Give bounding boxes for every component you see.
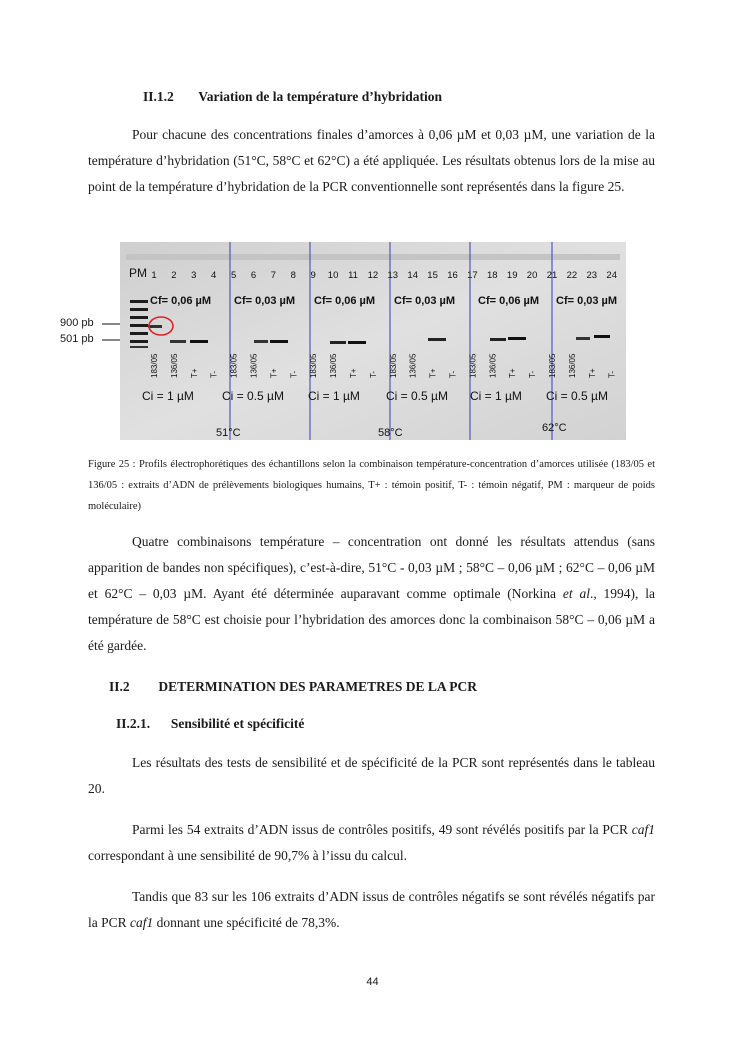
paragraph-2-italic: et al bbox=[562, 586, 590, 601]
temperature-label: 51°C bbox=[216, 427, 241, 439]
temperature-label: 62°C bbox=[542, 422, 567, 434]
lane-number: 3 bbox=[191, 270, 197, 281]
temperature-label: 58°C bbox=[378, 427, 403, 439]
sample-label: T- bbox=[448, 370, 458, 378]
lane-number: 9 bbox=[310, 270, 316, 281]
lane-number: 17 bbox=[467, 270, 478, 281]
initial-conc-label: Ci = 0.5 µM bbox=[386, 389, 448, 403]
band-lane-19 bbox=[508, 337, 526, 340]
paragraph-2-text: Quatre combinaisons température – concentration ont donné les résultats attendus (sans apparition de bandes non spécifiques), c’est-à-dire, 51°C - 0,03 µM ; 58°C – 0,06 µM ; 62°C – 0,06 µM et 62°C – 0,03 µM. Ayant été déterminée auparavant comme optimale (Norkina bbox=[88, 534, 655, 601]
lane-number: 18 bbox=[487, 270, 498, 281]
paragraph-1-text: Pour chacune des concentrations finales d’amorces à 0,06 µM et 0,03 µM, une variation de la température d’hybridation (51°C, 58°C et 62°C) a été appliquée. Les résultats obtenus lors de la mise au point de la température d’hybridation de la PCR conventionnelle sont représentés dans la figure 25. bbox=[88, 127, 655, 194]
sample-label: T- bbox=[209, 370, 219, 378]
lane-number: 23 bbox=[586, 270, 598, 281]
sample-label: T- bbox=[289, 370, 299, 378]
sample-label: 183/05 bbox=[548, 353, 557, 378]
initial-conc-label: Ci = 1 µM bbox=[470, 389, 522, 403]
lane-number: 6 bbox=[250, 270, 257, 281]
sample-label: 136/05 bbox=[329, 353, 339, 378]
sample-label: T- bbox=[607, 370, 617, 378]
lane-number: 8 bbox=[290, 270, 296, 281]
sample-label: 183/05 bbox=[229, 353, 239, 378]
paragraph-4 bbox=[88, 817, 655, 869]
lane-number: 14 bbox=[407, 270, 418, 281]
paragraph-2-text-end: ., 1994), la température de 58°C est choisie pour l’hybridation des amorces donc la combinaison 58°C – 0,06 µM a été gardée. bbox=[88, 586, 655, 653]
lane-number: 11 bbox=[348, 270, 358, 281]
sample-label: 136/05 bbox=[249, 353, 259, 378]
lane-number: 15 bbox=[427, 270, 438, 281]
final-conc-label: Cf= 0,03 µM bbox=[556, 295, 618, 307]
band-lane-11 bbox=[348, 341, 366, 344]
marker-label-501: 501 pb bbox=[60, 333, 94, 345]
gel-wells bbox=[126, 254, 620, 260]
lane-number: 24 bbox=[606, 270, 617, 281]
lane-number: 13 bbox=[387, 270, 399, 281]
initial-conc-label: Ci = 0.5 µM bbox=[546, 389, 608, 403]
final-conc-label: Cf= 0,06 µM bbox=[150, 295, 212, 307]
sample-label: T+ bbox=[508, 368, 518, 378]
sample-label: 136/05 bbox=[169, 353, 179, 378]
paragraph-4-text: Parmi les 54 extraits d’ADN issus de contrôles positifs, 49 sont révélés positifs par la PCR bbox=[132, 822, 632, 837]
band-lane-10 bbox=[330, 341, 346, 344]
sample-label: 183/05 bbox=[388, 353, 398, 378]
paragraph-5-italic: caf1 bbox=[130, 915, 154, 930]
section-title: Variation de la température d’hybridation bbox=[198, 89, 443, 104]
band-lane-6 bbox=[254, 340, 268, 343]
paragraph-5-text-end: donnant une spécificité de 78,3%. bbox=[153, 915, 340, 930]
paragraph-2 bbox=[88, 529, 655, 659]
lane-number: 1 bbox=[151, 270, 157, 281]
sample-label: T+ bbox=[349, 368, 358, 378]
sample-label: T+ bbox=[269, 368, 279, 378]
final-conc-label: Cf= 0,06 µM bbox=[314, 295, 376, 307]
sample-label: 136/05 bbox=[488, 353, 498, 378]
lane-number: 19 bbox=[506, 270, 518, 281]
paragraph-5-text: Tandis que 83 sur les 106 extraits d’ADN issus de contrôles négatifs se sont révélés négatifs par la PCR bbox=[88, 889, 655, 930]
sample-label: 183/05 bbox=[468, 353, 478, 378]
initial-conc-label: Ci = 0.5 µM bbox=[222, 389, 284, 403]
lane-number: 5 bbox=[230, 270, 237, 281]
section-heading-1 bbox=[143, 89, 442, 105]
band-lane-3 bbox=[190, 340, 208, 343]
final-conc-label: Cf= 0,03 µM bbox=[234, 295, 296, 307]
band-lane-15 bbox=[428, 338, 446, 341]
section-number: II.2 bbox=[109, 679, 130, 694]
paragraph-1 bbox=[88, 122, 655, 200]
sample-label: 183/05 bbox=[309, 353, 319, 378]
marker-label-900: 900 pb bbox=[60, 317, 94, 329]
band-lane-2 bbox=[170, 340, 186, 343]
paragraph-4-text-end: correspondant à une sensibilité de 90,7% à l’issu du calcul. bbox=[88, 848, 408, 863]
sample-label: T- bbox=[528, 370, 538, 378]
sample-label: 183/05 bbox=[150, 353, 159, 378]
figure-caption: Figure 25 : Profils électrophorétiques des échantillons selon la combinaison température-concentration d’amorces utilisée (183/05 et 136/05 : extraits d’ADN de prélèvements biologiques humains, T+ : témoin positif, T- : témoin négatif, PM : marqueur de poids moléculaire) bbox=[88, 459, 655, 512]
lane-number: 22 bbox=[566, 270, 578, 281]
lane-number: 20 bbox=[526, 270, 538, 281]
lane-number: 2 bbox=[171, 270, 177, 281]
page-number: 44 bbox=[366, 976, 379, 988]
lane-number: 21 bbox=[546, 270, 558, 281]
section-heading-2 bbox=[109, 679, 477, 695]
sample-label: T+ bbox=[189, 368, 199, 378]
section-number: II.1.2 bbox=[143, 89, 174, 104]
section-heading-3 bbox=[116, 716, 304, 732]
final-conc-label: Cf= 0,06 µM bbox=[478, 295, 540, 307]
sample-label: T- bbox=[368, 370, 378, 378]
paragraph-3 bbox=[88, 750, 655, 802]
sample-label: 136/05 bbox=[408, 353, 418, 378]
band-lane-7 bbox=[270, 340, 288, 343]
paragraph-3-text: Les résultats des tests de sensibilité et de spécificité de la PCR sont représentés dans le tableau 20. bbox=[88, 755, 655, 796]
lane-number: 4 bbox=[211, 270, 217, 281]
section-title: Sensibilité et spécificité bbox=[170, 716, 305, 731]
initial-conc-label: Ci = 1 µM bbox=[142, 389, 194, 403]
sample-label: 136/05 bbox=[567, 353, 577, 378]
lane-number: 12 bbox=[367, 270, 379, 281]
final-conc-label: Cf= 0,03 µM bbox=[394, 295, 456, 307]
gel-image bbox=[120, 242, 626, 440]
section-title: DETERMINATION DES PARAMETRES DE LA PCR bbox=[158, 679, 478, 694]
paragraph-5 bbox=[88, 884, 655, 936]
ladder-label: PM bbox=[129, 266, 147, 280]
lane-number: 10 bbox=[327, 270, 339, 281]
section-number: II.2.1. bbox=[116, 716, 151, 731]
initial-conc-label: Ci = 1 µM bbox=[308, 389, 360, 403]
band-lane-22 bbox=[576, 337, 590, 340]
band-lane-23 bbox=[594, 335, 610, 338]
paragraph-4-italic: caf1 bbox=[631, 822, 655, 837]
sample-label: T+ bbox=[428, 368, 438, 378]
lane-number: 7 bbox=[270, 270, 277, 281]
band-lane-1 bbox=[148, 325, 162, 328]
band-lane-18 bbox=[490, 338, 506, 341]
sample-label: T+ bbox=[587, 368, 597, 378]
lane-number: 16 bbox=[447, 270, 458, 281]
